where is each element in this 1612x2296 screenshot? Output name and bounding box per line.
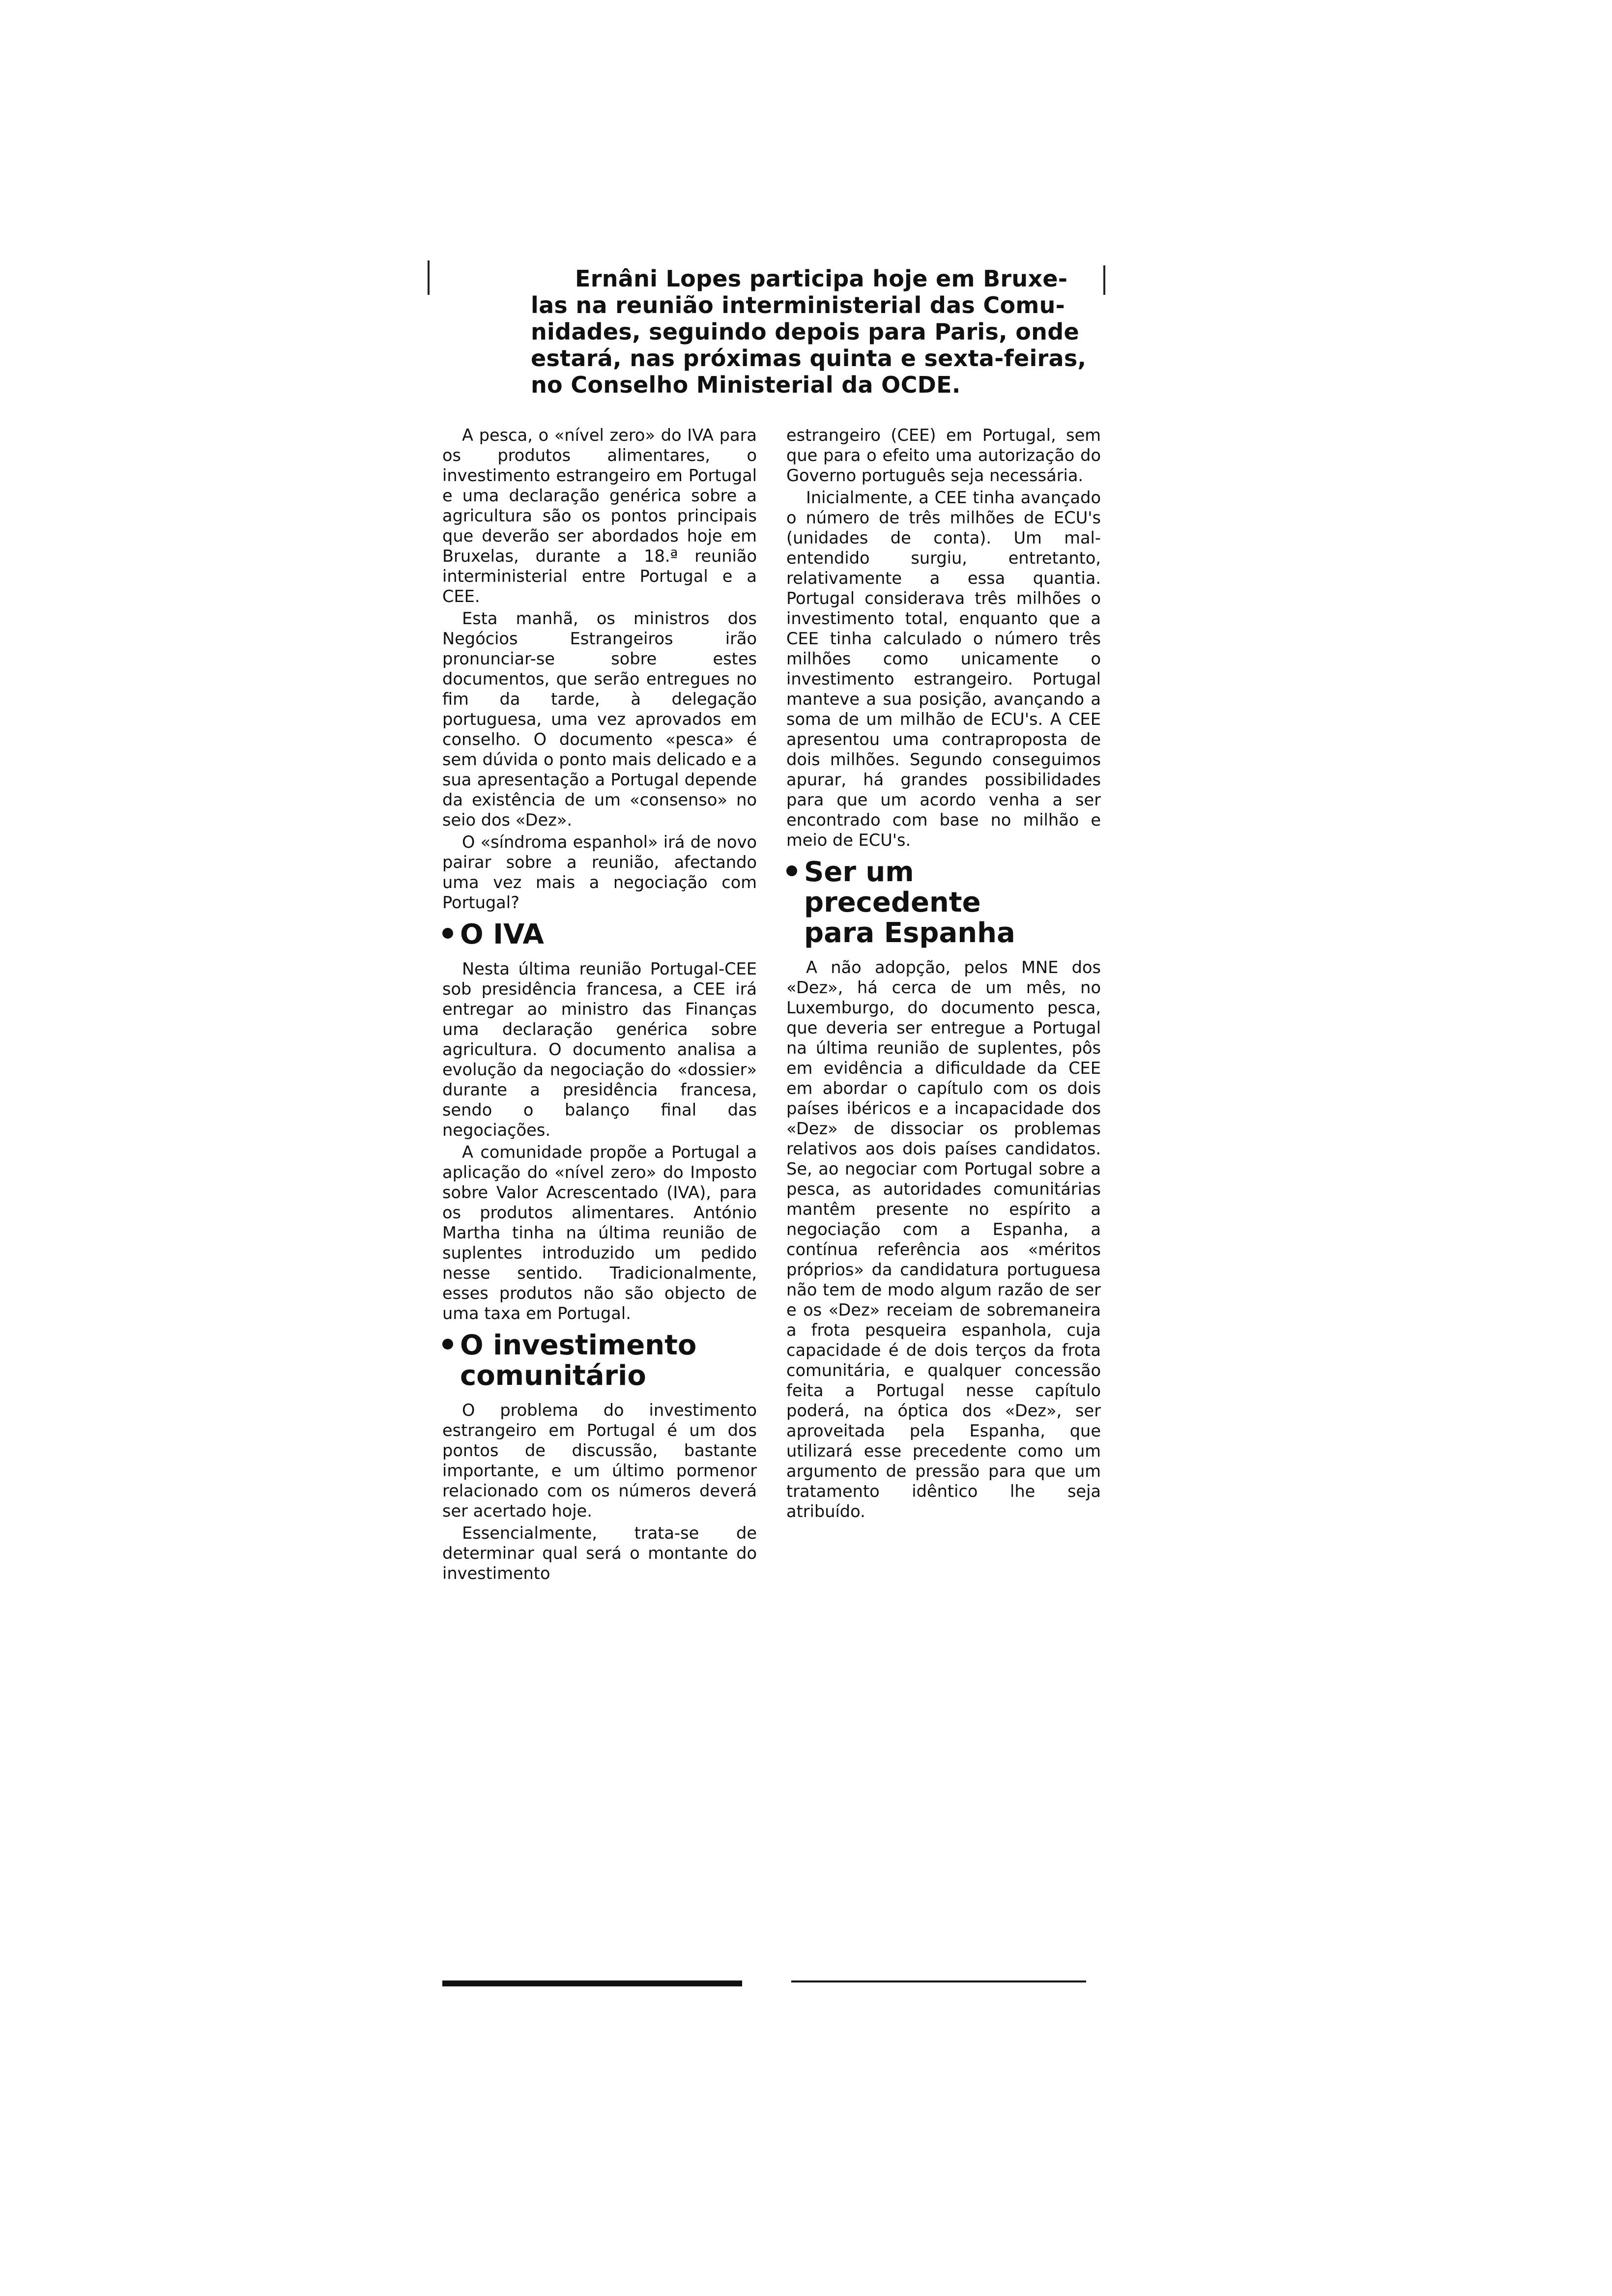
- body-paragraph: O «síndroma espanhol» irá de novo pairar sobre a reunião, afectando uma vez mais a negociação com Portugal?: [442, 832, 757, 912]
- bullet-icon: [442, 1339, 453, 1349]
- lead-paragraph: [531, 265, 1096, 398]
- section-heading-investment: [442, 1330, 757, 1391]
- heading-text: precedente: [804, 887, 981, 918]
- lead-line: las na reunião interministerial das Comu-: [531, 292, 1065, 318]
- body-paragraph: O problema do investimento estrangeiro em Portugal é um dos pontos de discussão, bastante importante, e um último pormenor relacionado com os números deverá ser acertado hoje.: [442, 1401, 757, 1521]
- body-paragraph: A comunidade propõe a Portugal a aplicação do «nível zero» do Imposto sobre Valor Acrescentado (IVA), para os produtos alimentares. António Martha tinha na última reunião de suplentes introduzido um pedido nesse sentido. Tradicionalmente, esses produtos não são objecto de uma taxa em Portugal.: [442, 1143, 757, 1323]
- section-heading-precedent: [786, 857, 1101, 948]
- body-paragraph: Essencialmente, trata-se de determinar qual será o montante do investimento: [442, 1523, 757, 1583]
- body-paragraph: A não adopção, pelos MNE dos «Dez», há cerca de um mês, no Luxemburgo, do documento pesca, que deveria ser entregue a Portugal na última reunião de suplentes, pôs em evidência a dificuldade da CEE em abordar o capítulo com os dois países ibéricos e a incapacidade dos «Dez» de dissociar os problemas relativos aos dois países candidatos. Se, ao negociar com Portugal sobre a pesca, as autoridades comunitárias mantêm presente no espírito a negociação com a Espanha, a contínua referência aos «méritos próprios» da candidatura portuguesa não tem de modo algum razão de ser e os «Dez» receiam de sobremaneira a frota pesqueira espanhola, cuja capacidade é de dois terços da frota comunitária, e qualquer concessão feita a Portugal nesse capítulo poderá, na óptica dos «Dez», ser aproveitada pela Espanha, que utilizará esse precedente como um argumento de pressão para que um tratamento idêntico lhe seja atribuído.: [786, 958, 1101, 1521]
- lead-line: Ernâni Lopes participa hoje em Bruxe-: [575, 265, 1068, 292]
- left-column: [442, 425, 757, 1583]
- margin-mark: [428, 260, 430, 295]
- bottom-rule-left: [442, 1980, 742, 1986]
- heading-text: O investimento: [460, 1329, 697, 1361]
- bullet-icon: [786, 865, 797, 876]
- right-column: [786, 425, 1101, 1521]
- bullet-icon: [442, 928, 453, 939]
- bottom-rule-right: [791, 1980, 1086, 1982]
- lead-line: nidades, seguindo depois para Paris, onde: [531, 318, 1079, 345]
- heading-text: O IVA: [460, 918, 544, 950]
- body-paragraph: Nesta última reunião Portugal-CEE sob presidência francesa, a CEE irá entregar ao ministro das Finanças uma declaração genérica sobre agricultura. O documento analisa a evolução da negociação do «dossier» durante a presidência francesa, sendo o balanço final das negociações.: [442, 959, 757, 1140]
- heading-text: comunitário: [460, 1360, 646, 1392]
- heading-text: Ser um: [804, 856, 914, 888]
- heading-text: para Espanha: [804, 917, 1015, 949]
- margin-mark: [1103, 265, 1105, 295]
- section-heading-iva: [442, 919, 757, 950]
- newspaper-clipping: [432, 246, 1111, 2035]
- body-paragraph: estrangeiro (CEE) em Portugal, sem que para o efeito uma autorização do Governo português seja necessária.: [786, 426, 1101, 485]
- body-paragraph: Inicialmente, a CEE tinha avançado o número de três milhões de ECU's (unidades de conta). Um mal-entendido surgiu, entretanto, relativamente a essa quantia. Portugal considerava três milhões o investimento total, enquanto que a CEE tinha calculado o número três milhões como unicamente o investimento estrangeiro. Portugal manteve a sua posição, avançando a soma de um milhão de ECU's. A CEE apresentou uma contraproposta de dois milhões. Segundo conseguimos apurar, há grandes possibilidades para que um acordo venha a ser encontrado com base no milhão e meio de ECU's.: [786, 488, 1101, 850]
- body-paragraph: Esta manhã, os ministros dos Negócios Estrangeiros irão pronunciar-se sobre estes documentos, que serão entregues no fim da tarde, à delegação portuguesa, uma vez aprovados em conselho. O documento «pesca» é sem dúvida o ponto mais delicado e a sua apresentação a Portugal depende da existência de um «consenso» no seio dos «Dez».: [442, 609, 757, 830]
- lead-line: no Conselho Ministerial da OCDE.: [531, 372, 961, 398]
- body-paragraph: A pesca, o «nível zero» do IVA para os produtos alimentares, o investimento estrangeiro em Portugal e uma declaração genérica sobre a agricultura são os pontos principais que deverão ser abordados hoje em Bruxelas, durante a 18.ª reunião interministerial entre Portugal e a CEE.: [442, 426, 757, 606]
- lead-line: estará, nas próximas quinta e sexta-feiras,: [531, 345, 1087, 372]
